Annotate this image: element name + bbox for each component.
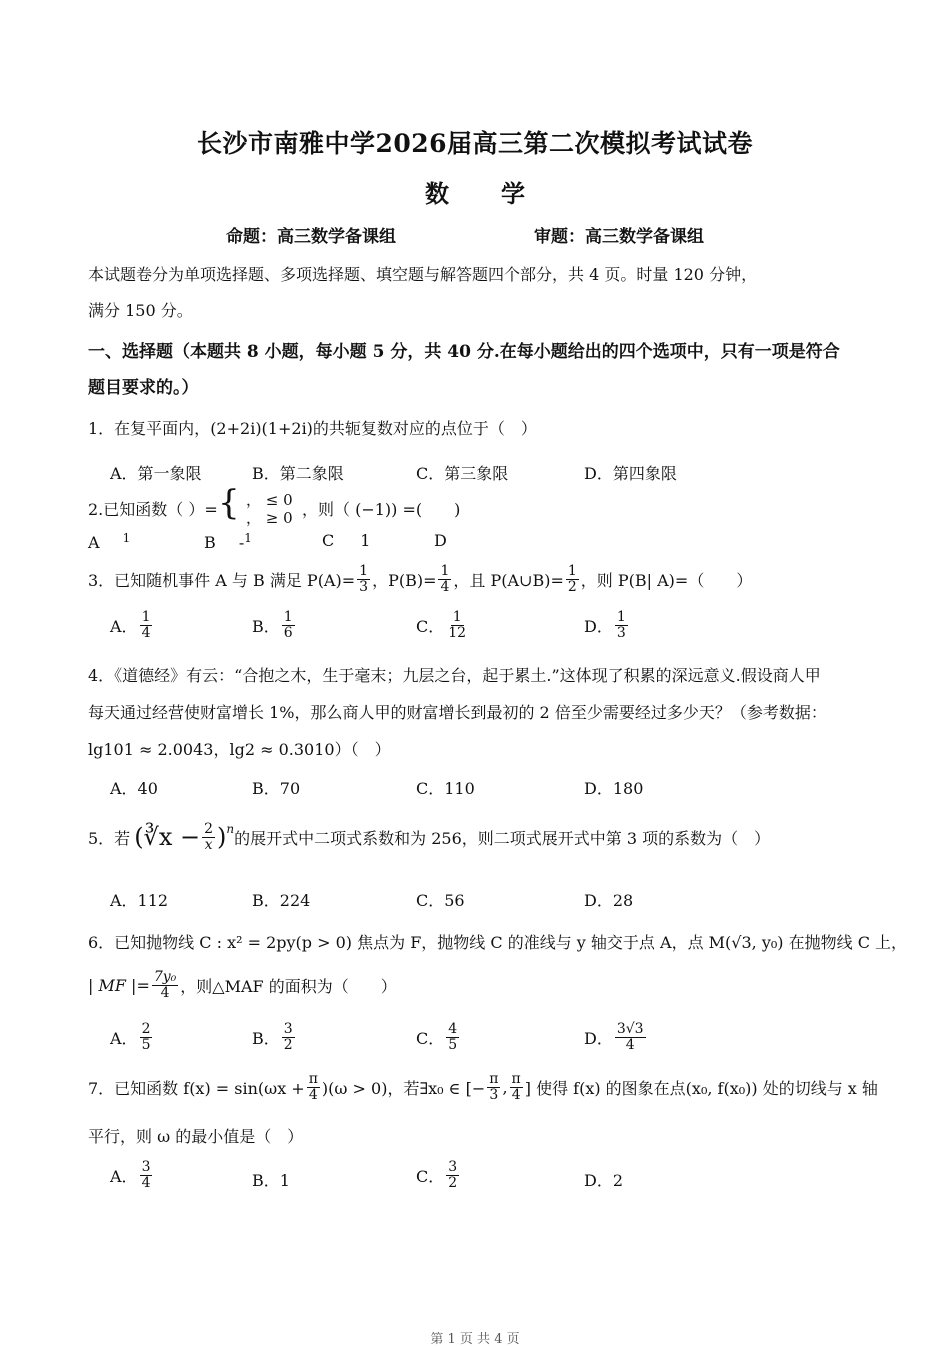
- q2-brace: {: [218, 483, 240, 523]
- q3-pb-fraction: $\frac{1}{4}$: [440, 563, 450, 595]
- q2-option-a: A $^1$: [88, 531, 131, 552]
- q7-option-a: A． $\frac{3}{4}$: [110, 1159, 151, 1191]
- q2-case-1: ， ≤ 0: [246, 491, 293, 509]
- reviewer-credit: 审题：高三数学备课组: [534, 227, 704, 247]
- q7-stem-b: )(ω > 0)，若∃x₀ ∈ [−: [321, 1078, 486, 1098]
- q1-stem: 1．在复平面内，: [88, 419, 211, 438]
- question-5: [88, 822, 770, 852]
- q6-option-d: D． $\frac{3√3}{4}$: [584, 1021, 644, 1053]
- q4-option-c: C．110: [416, 779, 475, 798]
- q3-stem-d: ，则 P(B| A)=（ ）: [580, 570, 753, 590]
- q1-option-b: B．第二象限: [252, 464, 344, 483]
- q7-option-c: C． $\frac{3}{2}$: [416, 1159, 458, 1191]
- q6-option-c: C． $\frac{4}{5}$: [416, 1021, 458, 1053]
- q3-pa-fraction: $\frac{1}{3}$: [359, 563, 369, 595]
- q4-option-a: A．40: [110, 779, 158, 798]
- q5-option-d: D．28: [584, 891, 634, 910]
- q4-option-b: B．70: [252, 779, 301, 798]
- q3-option-c: C． $\frac{1}{12}$: [416, 609, 467, 641]
- author-credit: 命题：高三数学备课组: [226, 227, 396, 247]
- q7-fraction-3: $\frac{\pi}{4}$: [511, 1071, 521, 1103]
- q4-option-d: D．180: [584, 779, 644, 798]
- section-1-heading: 一、选择题（本题共 8 小题，每小题 5 分，共 40 分.在每小题给出的四个选项中，只有一项是符合: [88, 342, 840, 362]
- q7-stem-c: ] 使得 f(x) 的图象在点(x₀, f(x₀)) 处的切线与 x 轴: [524, 1078, 878, 1098]
- q7-line-2: 平行，则 ω 的最小值是（ ）: [88, 1127, 304, 1146]
- q7-option-b: B．1: [252, 1171, 290, 1190]
- q7-fraction-1: $\frac{\pi}{4}$: [308, 1071, 318, 1103]
- question-3: [88, 564, 752, 594]
- q1-option-d: D．第四象限: [584, 464, 677, 483]
- subject-char-2: 学: [501, 179, 525, 208]
- q6-mf: | MF |=: [88, 975, 150, 995]
- q3-option-a: A． $\frac{1}{4}$: [110, 609, 151, 641]
- q5-fraction: $\frac{2}{x}$: [204, 821, 214, 853]
- q5-expr-b: ): [217, 823, 227, 852]
- q1-expression: (2+2i)(1+2i): [210, 419, 313, 438]
- q2-stem-end: ，则（ (−1)) =( ): [302, 500, 461, 519]
- q5-option-b: B．224: [252, 891, 311, 910]
- q3-pu-fraction: $\frac{1}{2}$: [567, 563, 577, 595]
- q2-case-2: ， ≥ 0: [246, 509, 293, 527]
- q5-exponent: n: [226, 822, 235, 836]
- q2-option-d: D: [434, 531, 447, 550]
- q5-stem-a: 5．若: [88, 828, 131, 848]
- question-1: [88, 416, 537, 439]
- q7-fraction-2: $\frac{\pi}{3}$: [489, 1071, 499, 1103]
- q4-line-1: 4．《道德经》有云：“合抱之木，生于毫末；九层之台，起于累土.”这体现了积累的深远意义.假设商人甲: [88, 666, 821, 685]
- q6-line-1: 6．已知抛物线 C : x² = 2py(p > 0) 焦点为 F，抛物线 C 的准线与 y 轴交于点 A，点 M(√3, y₀) 在抛物线 C 上，: [88, 933, 908, 952]
- q4-line-3: lg101 ≈ 2.0043，lg2 ≈ 0.3010）（ ）: [88, 740, 391, 759]
- q6-option-b: B． $\frac{3}{2}$: [252, 1021, 293, 1053]
- q3-stem-c: ，且 P(A∪B)=: [453, 570, 564, 590]
- intro-line-2: 满分 150 分。: [88, 301, 193, 320]
- q5-stem-b: 的展开式中二项式系数和为 256，则二项式展开式中第 3 项的系数为（ ）: [234, 828, 771, 848]
- question-7: [88, 1072, 878, 1102]
- q1-stem-end: 的共轭复数对应的点位于（ ）: [312, 419, 537, 438]
- q3-option-b: B． $\frac{1}{6}$: [252, 609, 293, 641]
- intro-line-1: 本试题卷分为单项选择题、多项选择题、填空题与解答题四个部分，共 4 页。时量 120 分钟，: [88, 265, 758, 284]
- exam-title: 长沙市南雅中学2026届高三第二次模拟考试试卷: [196, 129, 754, 158]
- q7-comma: ,: [502, 1077, 508, 1097]
- q5-option-a: A．112: [110, 891, 169, 910]
- q1-option-a: A．第一象限: [110, 464, 202, 483]
- q3-stem-a: 3．已知随机事件 A 与 B 满足 P(A)=: [88, 570, 356, 590]
- q5-option-c: C．56: [416, 891, 465, 910]
- q6-line-2-end: ，则△MAF 的面积为（ ）: [180, 976, 397, 996]
- subject-char-1: 数: [425, 179, 449, 208]
- q2-option-c: C 1: [322, 531, 371, 550]
- q6-option-a: A． $\frac{2}{5}$: [110, 1021, 151, 1053]
- q3-option-d: D． $\frac{1}{3}$: [584, 609, 626, 641]
- q4-line-2: 每天通过经营使财富增长 1%，那么商人甲的财富增长到最初的 2 倍至少需要经过多少天？（参考数据：: [88, 703, 827, 722]
- q6-fraction: $\frac{\text{7y₀}}{4}$: [153, 969, 177, 1001]
- q7-option-d: D．2: [584, 1171, 624, 1190]
- section-1-heading-cont: 题目要求的。）: [88, 378, 199, 398]
- q5-expr-a: (∛x −: [134, 823, 201, 852]
- q6-line-2: [88, 970, 397, 1000]
- page-footer: 第 1 页 共 4 页: [430, 1332, 520, 1347]
- subject-heading: [0, 174, 950, 209]
- q3-stem-b: ，P(B)=: [372, 570, 437, 590]
- q7-stem-a: 7．已知函数 f(x) = sin(ωx +: [88, 1078, 305, 1098]
- q1-option-c: C．第三象限: [416, 464, 509, 483]
- q2-option-b: B -$^1$: [204, 531, 252, 552]
- q2-stem: 2.已知函数（ ）=: [88, 500, 218, 519]
